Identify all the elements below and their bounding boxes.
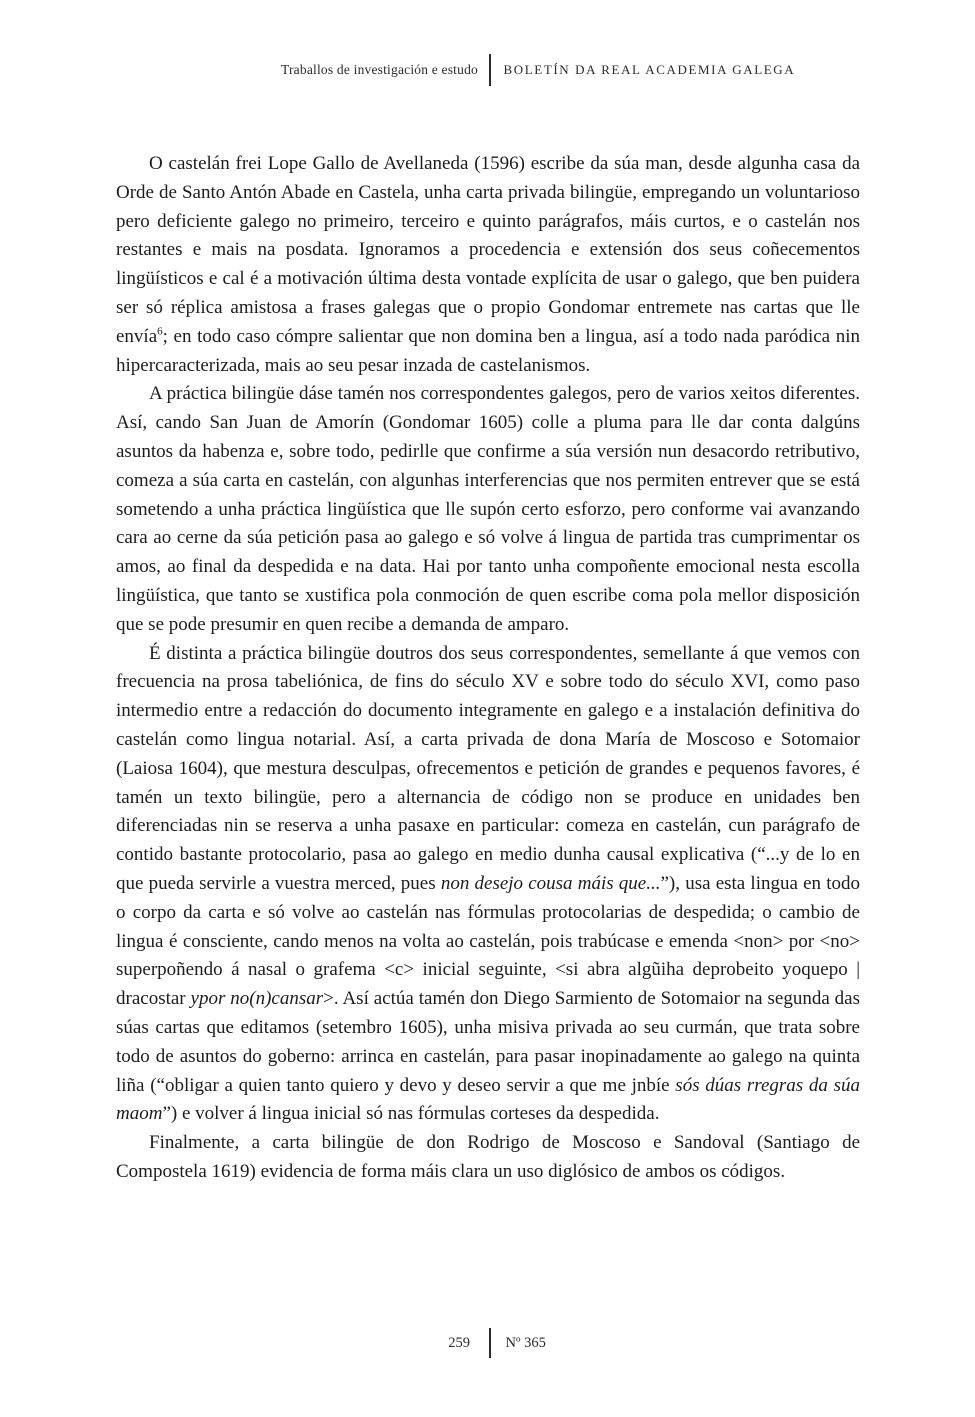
paragraph — [116, 150, 860, 380]
text-segment: O castelán frei Lope Gallo de Avellaneda (1596) escribe da súa man, desde algunha casa da Orde de Santo Antón Abade en Castela, unha carta privada bilingüe, empregando un voluntarioso pero deficiente galego no primeiro, terceiro e quinto parágrafos, máis curtos, e o castelán nos restantes e mais na posdata. Ignoramos a procedencia e extensión dos seus coñecementos lingüísticos e cal é a motivación última desta vontade explícita de usar o galego, que ben puidera ser só réplica amistosa a frases galegas que o propio Gondomar entremete nas cartas que lle envía — [116, 153, 860, 347]
paragraph — [116, 380, 860, 639]
paragraph — [116, 640, 860, 1130]
text-segment: É distinta a práctica bilingüe doutros dos seus correspondentes, semellante á que vemos con frecuencia na prosa tabeliónica, de fins do século XV e sobre todo do século XVI, como paso intermedio entre a redacción do documento integramente en galego e a instalación definitiva do castelán como lingua notarial. Así, a carta privada de dona María de Moscoso e Sotomaior (Laiosa 1604), que mestura desculpas, ofrecementos e petición de grandes e pequenos favores, é tamén un texto bilingüe, pero a alternancia de código non se produce en unidades ben diferenciadas nin se reserva a unha pasaxe en particular: comeza en castelán, cun parágrafo de contido bastante protocolario, pasa ao galego en medio dunha causal explicativa (“...y de lo en que pueda servirle a vuestra merced, pues — [116, 642, 860, 894]
header-section-title: Traballos de investigación e estudo — [281, 62, 478, 77]
text-segment: ypor no(n)cansar — [190, 988, 324, 1010]
text-segment: sós dúas rregras da súa maom — [116, 1074, 860, 1125]
page-number: 259 — [448, 1334, 470, 1351]
page-footer — [0, 1328, 975, 1358]
text-segment: non desejo cousa máis que... — [440, 872, 661, 894]
text-segment: ”) e volver á lingua inicial só nas fórmulas corteses da despedida. — [162, 1103, 660, 1125]
issue-number: Nº 365 — [505, 1334, 546, 1351]
header-journal-title: BOLETÍN DA REAL ACADEMIA GALEGA — [503, 62, 796, 77]
paragraph — [116, 1129, 860, 1187]
text-segment: ; en todo caso cómpre salientar que non domina ben a lingua, así a todo nada paródica nin hipercaracterizada, mais ao seu pesar inzada de castelanismos. — [116, 325, 860, 376]
page-header — [0, 54, 975, 86]
article-body — [116, 150, 860, 1187]
text-segment: 6 — [157, 325, 163, 338]
text-segment: ”), usa esta lingua en todo o corpo da carta e só volve ao castelán nas fórmulas protocolarias de despedida; o cambio de lingua é consciente, cando menos na volta ao castelán, pois trabúcase e emenda <non> por <no> superpoñendo á nasal o grafema <c> inicial seguinte, <si abra algũiha deprobeito yoquepo | dracostar — [116, 872, 860, 1010]
text-segment: >. Así actúa tamén don Diego Sarmiento de Sotomaior na segunda das súas cartas que editamos (setembro 1605), unha misiva privada ao seu curmán, que trata sobre todo de asuntos do goberno: arrinca en castelán, para pasar inopinadamente ao galego na quinta liña (“obligar a quien tanto quiero y devo y deseo servir a que me jnbíe — [116, 988, 860, 1096]
text-segment: Finalmente, a carta bilingüe de don Rodrigo de Moscoso e Sandoval (Santiago de Compostela 1619) evidencia de forma máis clara un uso diglósico de ambos os códigos. — [116, 1132, 860, 1182]
text-segment: A práctica bilingüe dáse tamén nos correspondentes galegos, pero de varios xeitos diferentes. Así, cando San Juan de Amorín (Gondomar 1605) colle a pluma para lle dar conta dalgúns asuntos da habenza e, sobre todo, pedirlle que confirme a súa versión nun desacordo retributivo, comeza a súa carta en castelán, con algunhas interferencias que nos permiten entrever que se está sometendo a unha práctica lingüística que lle supón certo esforzo, pero conforme vai avanzando cara ao cerne da súa petición pasa ao galego e só volve á lingua de partida tras cumprimentar os amos, ao final da despedida e na data. Hai por tanto unha compoñente emocional nesta escolla lingüística, que tanto se xustifica pola conmoción de quen escribe coma pola mellor disposición que se pode presumir en quen recibe a demanda de amparo. — [116, 383, 860, 635]
